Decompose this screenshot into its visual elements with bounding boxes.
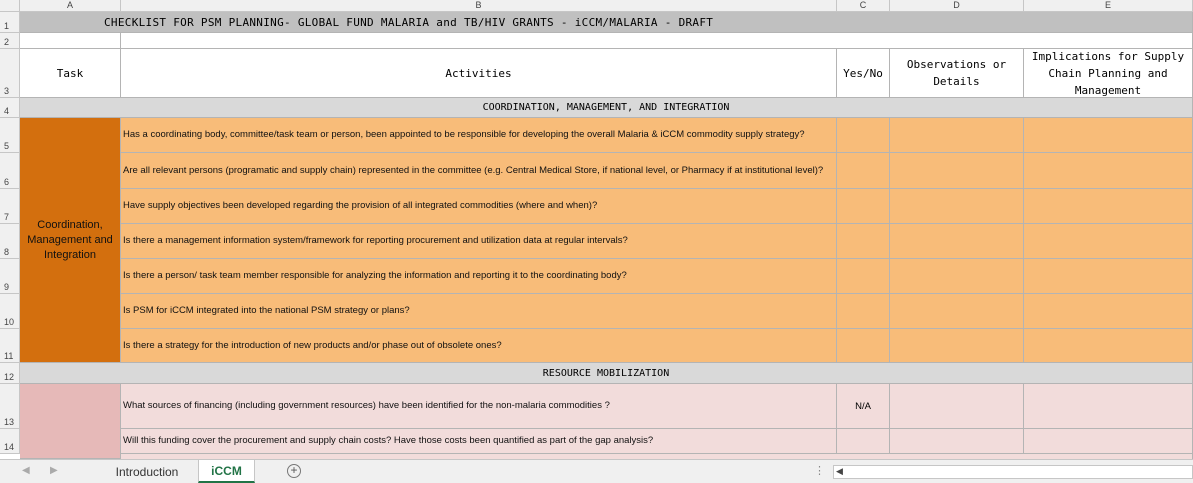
more-options-icon[interactable]: ⋮ — [814, 465, 825, 477]
row-header[interactable]: 12 — [0, 363, 20, 384]
horizontal-scrollbar[interactable] — [833, 465, 1193, 479]
row-header[interactable]: 10 — [0, 294, 20, 329]
yes-no-cell[interactable] — [837, 224, 890, 259]
observations-cell[interactable] — [890, 153, 1024, 189]
implications-cell[interactable] — [1024, 259, 1193, 294]
row-header[interactable]: 1 — [0, 12, 20, 33]
implications-cell[interactable] — [1024, 118, 1193, 153]
yes-no-cell[interactable] — [837, 329, 890, 363]
yes-no-cell[interactable] — [837, 294, 890, 329]
task-coordination-cell[interactable]: Coordination, Management and Integration — [20, 118, 121, 363]
yes-no-cell[interactable] — [837, 153, 890, 189]
observations-cell[interactable] — [890, 384, 1024, 429]
yes-no-cell[interactable] — [837, 118, 890, 153]
row-header[interactable]: 6 — [0, 153, 20, 189]
column-header-a[interactable]: A — [20, 0, 121, 12]
sheet-tab-iccm[interactable]: iCCM — [198, 460, 255, 483]
observations-cell[interactable] — [890, 189, 1024, 224]
tab-scroll-right-icon[interactable]: ▶ — [50, 465, 58, 476]
implications-cell[interactable] — [1024, 294, 1193, 329]
activity-cell[interactable]: Will this funding cover the procurement and supply chain costs? Have those costs been quantified as part of the gap analysis? — [121, 429, 837, 454]
observations-cell[interactable] — [890, 294, 1024, 329]
header-activities[interactable]: Activities — [121, 49, 837, 98]
activity-cell[interactable]: Is there a strategy for the introduction of new products and/or phase out of obsolete ones? — [121, 329, 837, 363]
cell[interactable] — [20, 33, 121, 49]
row-header[interactable]: 7 — [0, 189, 20, 224]
header-observations[interactable]: Observations or Details — [890, 49, 1024, 98]
header-task[interactable]: Task — [20, 49, 121, 98]
sheet-title-cell[interactable]: CHECKLIST FOR PSM PLANNING- GLOBAL FUND MALARIA and TB/HIV GRANTS - iCCM/MALARIA - DRAFT — [20, 12, 1193, 33]
column-header-e[interactable]: E — [1024, 0, 1193, 12]
row-header[interactable]: 11 — [0, 329, 20, 363]
activity-cell[interactable]: Is there a person/ task team member responsible for analyzing the information and reporting it to the coordinating body? — [121, 259, 837, 294]
activity-cell[interactable]: What sources of financing (including government resources) have been identified for the non-malaria commodities ? — [121, 384, 837, 429]
row-header[interactable]: 9 — [0, 259, 20, 294]
row-header[interactable]: 5 — [0, 118, 20, 153]
column-header-b[interactable]: B — [121, 0, 837, 12]
activity-cell[interactable]: Has a coordinating body, committee/task team or person, been appointed to be responsible for developing the overall Malaria & iCCM commodity supply strategy? — [121, 118, 837, 153]
row-header[interactable]: 14 — [0, 429, 20, 454]
yes-no-cell[interactable] — [837, 189, 890, 224]
cell[interactable] — [121, 33, 1193, 49]
observations-cell[interactable] — [890, 259, 1024, 294]
yes-no-cell[interactable] — [837, 429, 890, 454]
task-resource-cell[interactable] — [20, 384, 121, 459]
implications-cell[interactable] — [1024, 329, 1193, 363]
scroll-left-icon[interactable]: ◀ — [836, 466, 843, 476]
observations-cell[interactable] — [890, 429, 1024, 454]
tab-scroll-left-icon[interactable]: ◀ — [22, 465, 30, 476]
observations-cell[interactable] — [890, 224, 1024, 259]
section-coordination[interactable]: COORDINATION, MANAGEMENT, AND INTEGRATION — [20, 98, 1193, 118]
activity-cell[interactable]: Is there a management information system/framework for reporting procurement and utilization data at regular intervals? — [121, 224, 837, 259]
select-all-corner[interactable] — [0, 0, 20, 12]
implications-cell[interactable] — [1024, 224, 1193, 259]
row-header[interactable]: 2 — [0, 33, 20, 49]
header-yes-no[interactable]: Yes/No — [837, 49, 890, 98]
add-sheet-icon[interactable]: + — [287, 464, 301, 478]
row-header[interactable]: 8 — [0, 224, 20, 259]
row-header[interactable]: 4 — [0, 98, 20, 118]
implications-cell[interactable] — [1024, 384, 1193, 429]
activity-cell[interactable]: Have supply objectives been developed regarding the provision of all integrated commodities (where and when)? — [121, 189, 837, 224]
observations-cell[interactable] — [890, 329, 1024, 363]
implications-cell[interactable] — [1024, 153, 1193, 189]
sheet-tab-introduction[interactable]: Introduction — [115, 464, 179, 479]
column-header-c[interactable]: C — [837, 0, 890, 12]
activity-cell[interactable]: Is PSM for iCCM integrated into the national PSM strategy or plans? — [121, 294, 837, 329]
activity-cell[interactable]: Are all relevant persons (programatic and supply chain) represented in the committee (e.g. Central Medical Store, if national level, or Pharmacy if at institutional level)? — [121, 153, 837, 189]
row-header[interactable]: 13 — [0, 384, 20, 429]
column-header-d[interactable]: D — [890, 0, 1024, 12]
row-header[interactable]: 3 — [0, 49, 20, 98]
yes-no-cell[interactable] — [837, 259, 890, 294]
implications-cell[interactable] — [1024, 189, 1193, 224]
implications-cell[interactable] — [1024, 429, 1193, 454]
yes-no-cell[interactable]: N/A — [837, 384, 890, 429]
section-resource-mobilization[interactable]: RESOURCE MOBILIZATION — [20, 363, 1193, 384]
observations-cell[interactable] — [890, 118, 1024, 153]
header-implications[interactable]: Implications for Supply Chain Planning and Management — [1024, 49, 1193, 98]
sheet-tab-bar — [0, 459, 1193, 483]
